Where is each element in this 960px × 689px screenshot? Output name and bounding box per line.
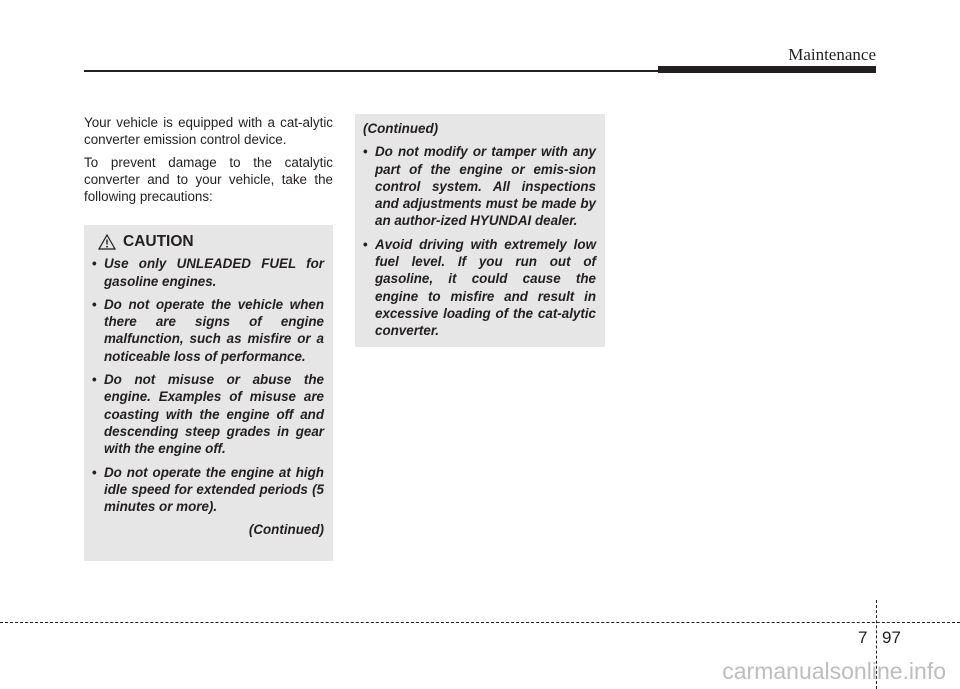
bullet-dot: • bbox=[363, 144, 368, 160]
continued-label: (Continued) bbox=[363, 121, 439, 136]
caution-item bbox=[92, 464, 324, 516]
warning-triangle-icon bbox=[98, 234, 116, 250]
intro-paragraph: To prevent damage to the catalytic converter and to your vehicle, take the following precautions: bbox=[84, 154, 333, 205]
caution-item-text: Do not operate the vehicle when there are signs of engine malfunction, such as misfire or a noticeable loss of performance. bbox=[104, 296, 324, 364]
caution-item bbox=[92, 255, 324, 290]
watermark: carmanualsonline.info bbox=[722, 658, 946, 684]
bullet-dot: • bbox=[92, 296, 97, 312]
caution-item-text: Do not modify or tamper with any part of the engine or emis-sion control system. All inspections and adjustments must be made by an author-ized HYUNDAI dealer. bbox=[375, 144, 596, 229]
intro-text bbox=[84, 114, 333, 210]
caution-heading bbox=[92, 233, 324, 250]
bullet-dot: • bbox=[92, 464, 97, 480]
caution-item bbox=[92, 296, 324, 365]
bullet-dot: • bbox=[92, 256, 97, 272]
page-number: 97 bbox=[882, 628, 901, 647]
section-title: Maintenance bbox=[788, 45, 876, 64]
caution-item bbox=[363, 236, 596, 340]
caution-box bbox=[84, 225, 333, 561]
bullet-dot: • bbox=[363, 236, 368, 252]
caution-item-text: Do not operate the engine at high idle speed for extended periods (5 minutes or more). bbox=[104, 464, 324, 515]
continued-caution-box bbox=[355, 114, 605, 347]
caution-item-text: Avoid driving with extremely low fuel level. If you run out of gasoline, it could cause the engine to misfire and result in excessive loading of the cat-alytic converter. bbox=[375, 236, 596, 339]
caution-label: CAUTION bbox=[123, 233, 194, 250]
footer-rule bbox=[0, 622, 960, 623]
continued-label: (Continued) bbox=[248, 522, 324, 538]
header-rule bbox=[84, 70, 664, 72]
caution-item bbox=[363, 143, 596, 229]
caution-item-text: Use only UNLEADED FUEL for gasoline engines. bbox=[104, 256, 324, 289]
bullet-dot: • bbox=[92, 372, 97, 388]
caution-item-text: Do not misuse or abuse the engine. Examples of misuse are coasting with the engine off and descending steep grades in gear with the engine off. bbox=[104, 372, 324, 457]
caution-item bbox=[92, 371, 324, 457]
chapter-number: 7 bbox=[858, 628, 868, 647]
intro-paragraph: Your vehicle is equipped with a cat-alytic converter emission control device. bbox=[84, 115, 333, 148]
header-rule-accent bbox=[658, 66, 876, 73]
